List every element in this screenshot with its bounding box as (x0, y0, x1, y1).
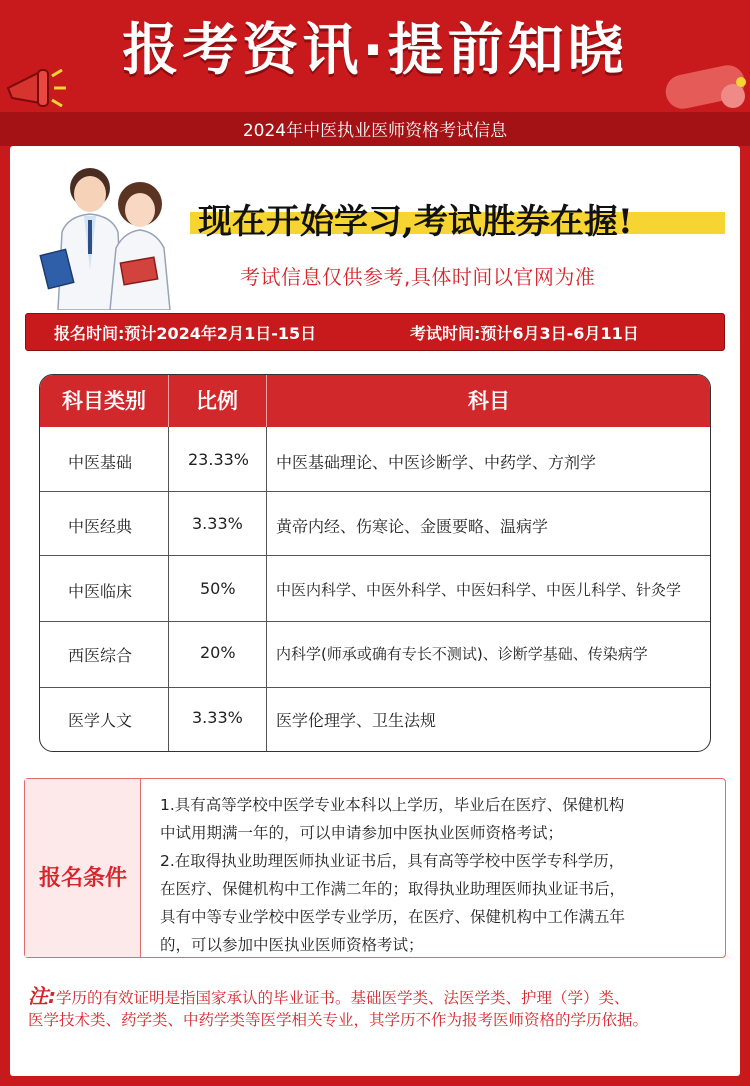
subject-table (39, 374, 711, 752)
condition-line: 1.具有高等学校中医学专业本科以上学历，毕业后在医疗、保健机构 (160, 796, 625, 814)
row-divider (40, 687, 711, 688)
conditions-label-panel (25, 779, 141, 957)
table-row-subjects: 内科学(师承或确有专长不测试)、诊断学基础、传染病学 (276, 645, 648, 663)
column-divider (266, 375, 267, 427)
table-row-ratio: 23.33% (188, 450, 250, 469)
schedule-bar (25, 313, 725, 351)
table-row-category: 中医经典 (68, 517, 133, 536)
table-row-category: 医学人文 (68, 711, 133, 730)
registration-time: 报名时间:预计2024年2月1日-15日 (54, 324, 317, 343)
slogan-text: 现在开始学习,考试胜券在握! (198, 202, 633, 242)
table-row-ratio: 50% (200, 579, 236, 598)
condition-line: 的，可以参加中医执业医师资格考试； (160, 936, 424, 954)
table-row-ratio: 20% (200, 643, 236, 662)
header-ratio: 比例 (196, 389, 238, 413)
table-row-subjects: 中医内科学、中医外科学、中医妇科学、中医儿科学、针灸学 (276, 581, 682, 599)
page-subtitle: 2024年中医执业医师资格考试信息 (242, 121, 508, 141)
column-divider (266, 427, 267, 752)
condition-line: 2.在取得执业助理医师执业证书后，具有高等学校中医学专科学历， (160, 852, 625, 870)
table-row-subjects: 中医基础理论、中医诊断学、中药学、方剂学 (276, 453, 597, 472)
condition-line: 具有中等专业学校中医学专业学历，在医疗、保健机构中工作满五年 (160, 908, 626, 926)
disclaimer-note: 考试信息仅供参考,具体时间以官网为准 (240, 265, 596, 289)
row-divider (40, 491, 711, 492)
table-row-category: 中医临床 (68, 582, 133, 601)
table-row-ratio: 3.33% (192, 514, 243, 533)
footnote-line-2: 医学技术类、药学类、中药学类等医学相关专业，其学历不作为报考医师资格的学历依据。 (28, 1011, 649, 1029)
condition-line: 中试用期满一年的，可以申请参加中医执业医师资格考试； (160, 824, 564, 842)
slogan-block (190, 198, 725, 242)
registration-conditions (24, 778, 726, 958)
table-row-subjects: 医学伦理学、卫生法规 (276, 711, 437, 730)
footnote-label: 注: (28, 984, 56, 1008)
footnote-text: 学历的有效证明是指国家承认的毕业证书。基础医学类、法医学类、护理（学）类、 (56, 989, 630, 1007)
column-divider (168, 375, 169, 427)
column-divider (168, 427, 169, 752)
row-divider (40, 621, 711, 622)
condition-line: 在医疗、保健机构中工作满二年的；取得执业助理医师执业证书后， (160, 880, 626, 898)
row-divider (40, 555, 711, 556)
conditions-title: 报名条件 (38, 866, 127, 891)
doctors-illustration (28, 160, 178, 310)
page-headline: 报考资讯·提前知晓 (122, 18, 628, 83)
exam-time: 考试时间:预计6月3日-6月11日 (410, 324, 639, 343)
table-row-subjects: 黄帝内经、伤寒论、金匮要略、温病学 (276, 517, 549, 536)
table-row-category: 西医综合 (68, 646, 133, 665)
header-subjects: 科目 (468, 389, 510, 413)
header-category: 科目类别 (62, 389, 146, 413)
header-banner (0, 0, 750, 112)
table-row-ratio: 3.33% (192, 708, 243, 727)
table-row-category: 中医基础 (68, 453, 133, 472)
footnote-line-1 (28, 980, 630, 1009)
